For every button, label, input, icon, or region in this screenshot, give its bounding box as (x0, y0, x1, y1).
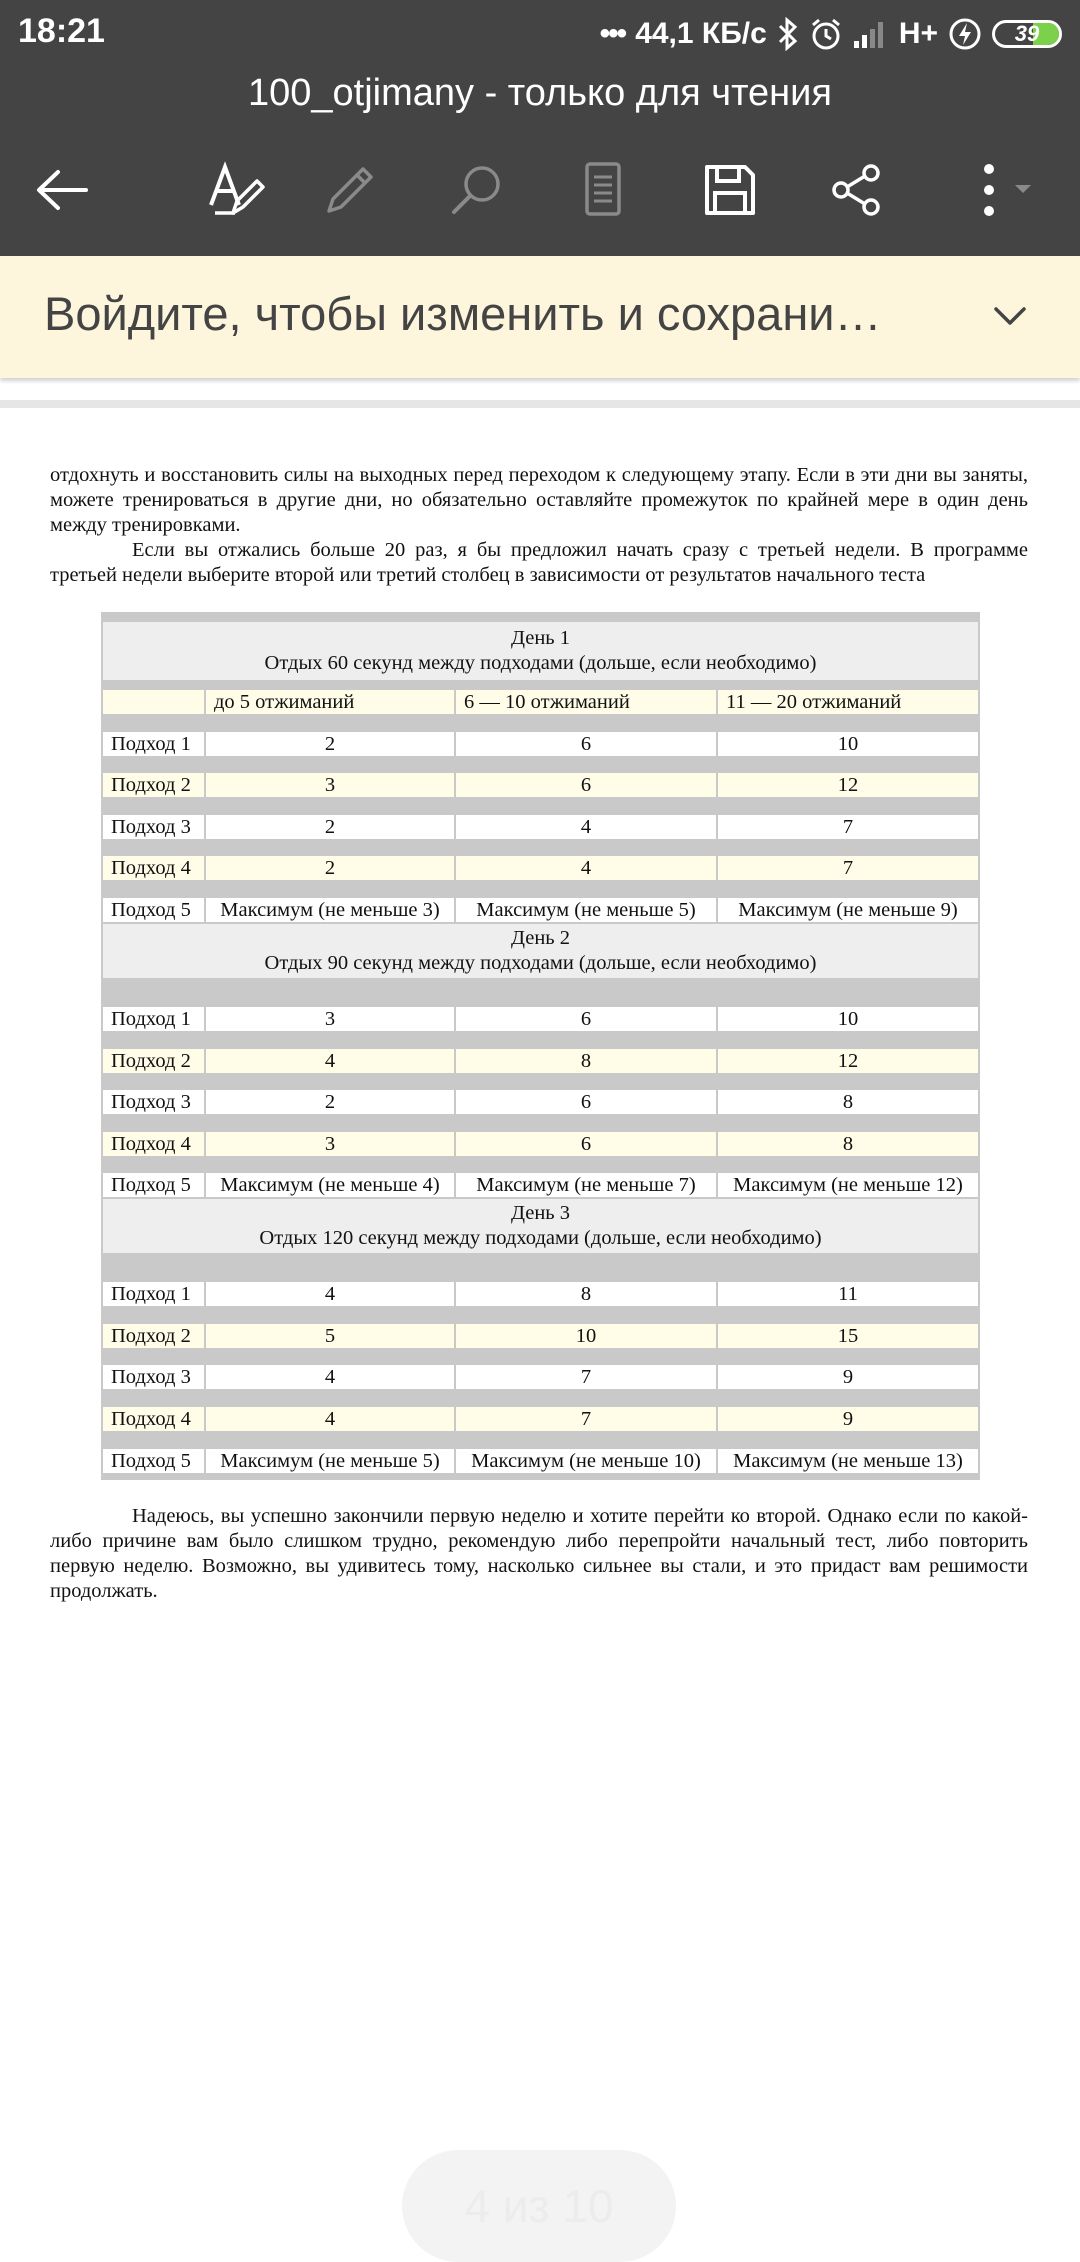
table-cell: 11 (718, 1282, 978, 1306)
table-row-label: Подход 2 (103, 1324, 204, 1348)
day-subtitle: Отдых 90 секунд между подходами (дольше, если необходимо) (264, 952, 817, 974)
table-cell: 2 (206, 1090, 454, 1114)
table-cell: 7 (456, 1365, 716, 1389)
table-cell: Максимум (не меньше 5) (206, 1449, 454, 1473)
table-row-label: Подход 4 (103, 856, 204, 880)
table-cell: 10 (718, 1007, 978, 1031)
table-cell: 12 (718, 773, 978, 797)
table-cell: 4 (206, 1282, 454, 1306)
table-cell: 5 (206, 1324, 454, 1348)
table-row-label: Подход 1 (103, 1007, 204, 1031)
table-cell: 2 (206, 856, 454, 880)
paragraph-top-1: отдохнуть и восстановить силы на выходных перед переходом к следующему этапу. Если в эти дни вы заняты, можете тренироваться в другие дни, но обязательно оставляйте промежуток по крайней мере в один день между тренировками. (50, 464, 1028, 536)
table-cell: Максимум (не меньше 10) (456, 1449, 716, 1473)
workout-schedule-table (101, 612, 980, 1480)
table-cell: 3 (206, 773, 454, 797)
table-cell: Максимум (не меньше 12) (718, 1173, 978, 1197)
table-row-label: Подход 2 (103, 773, 204, 797)
edit-text-icon (207, 161, 265, 219)
alarm-icon (809, 17, 843, 51)
day-header (103, 924, 978, 978)
day-title: День 1 (510, 627, 571, 649)
table-header-cell: 6 — 10 отжиманий (456, 690, 716, 714)
table-cell: 8 (456, 1282, 716, 1306)
table-cell: Максимум (не меньше 13) (718, 1449, 978, 1473)
share-icon (829, 163, 883, 217)
table-row-label: Подход 5 (103, 1173, 204, 1197)
table-row-label: Подход 3 (103, 1365, 204, 1389)
bluetooth-icon (777, 17, 799, 51)
sign-in-banner-text: Войдите, чтобы изменить и сохрани… (44, 287, 882, 340)
day-header (103, 622, 978, 680)
table-cell: 4 (456, 815, 716, 839)
chevron-down-icon (993, 306, 1027, 326)
save-icon (703, 163, 757, 217)
table-cell: 4 (206, 1407, 454, 1431)
table-cell: 4 (456, 856, 716, 880)
signal-icon (853, 19, 889, 49)
charging-icon (948, 17, 982, 51)
table-cell: 3 (206, 1007, 454, 1031)
page-separator (0, 400, 1080, 408)
table-row-label: Подход 2 (103, 1049, 204, 1073)
paragraph-top-2: Если вы отжались больше 20 раз, я бы предложил начать сразу с третьей недели. В программе третьей недели выберите второй или третий столбец в зависимости от результатов начального теста (50, 539, 1028, 586)
table-cell: 6 (456, 1090, 716, 1114)
table-cell: Максимум (не меньше 7) (456, 1173, 716, 1197)
table-cell: 7 (718, 815, 978, 839)
table-cell: Максимум (не меньше 9) (718, 898, 978, 922)
status-time: 18:21 (18, 12, 105, 50)
more-menu-icon (965, 163, 1035, 217)
banner-expand-button[interactable] (980, 286, 1040, 346)
search-icon (448, 162, 504, 218)
battery-indicator: 39 (992, 20, 1062, 48)
toolbar (0, 150, 1080, 230)
more-menu-button[interactable] (960, 150, 1040, 230)
edit-text-button[interactable] (196, 150, 276, 230)
table-cell: 10 (718, 732, 978, 756)
day-title: День 3 (510, 1202, 571, 1224)
table-cell: 3 (206, 1132, 454, 1156)
table-row-label: Подход 3 (103, 1090, 204, 1114)
app-bar (0, 0, 1080, 256)
sign-in-banner[interactable] (0, 256, 1080, 378)
share-button[interactable] (816, 150, 896, 230)
table-cell: 8 (456, 1049, 716, 1073)
table-header-cell: до 5 отжиманий (206, 690, 454, 714)
save-button[interactable] (690, 150, 770, 230)
table-row-label: Подход 4 (103, 1407, 204, 1431)
network-speed: 44,1 КБ/с (635, 17, 767, 50)
reading-mode-icon (583, 161, 623, 219)
table-row-label: Подход 5 (103, 1449, 204, 1473)
table-cell: Максимум (не меньше 4) (206, 1173, 454, 1197)
reading-mode-button[interactable] (563, 150, 643, 230)
network-type: H+ (898, 17, 938, 50)
table-cell: 8 (718, 1090, 978, 1114)
table-cell: 7 (718, 856, 978, 880)
table-cell: 7 (456, 1407, 716, 1431)
table-header-cell (103, 690, 204, 714)
day-title: День 2 (510, 927, 571, 949)
document-title: 100_otjimany - только для чтения (248, 72, 832, 114)
table-cell: 8 (718, 1132, 978, 1156)
table-cell: 9 (718, 1365, 978, 1389)
table-cell: 4 (206, 1365, 454, 1389)
table-cell: 6 (456, 1132, 716, 1156)
table-cell: 15 (718, 1324, 978, 1348)
document-page (0, 408, 1080, 2232)
page-indicator: 4 из 10 (402, 2150, 676, 2262)
table-cell: 10 (456, 1324, 716, 1348)
pencil-icon (323, 163, 377, 217)
table-cell: 6 (456, 732, 716, 756)
table-row-label: Подход 1 (103, 732, 204, 756)
table-row-label: Подход 3 (103, 815, 204, 839)
table-cell: 2 (206, 815, 454, 839)
back-arrow-icon (34, 168, 90, 212)
table-row-label: Подход 5 (103, 898, 204, 922)
table-header-cell: 11 — 20 отжиманий (718, 690, 978, 714)
table-cell: Максимум (не меньше 3) (206, 898, 454, 922)
table-cell: 6 (456, 773, 716, 797)
table-cell: Максимум (не меньше 5) (456, 898, 716, 922)
draw-button[interactable] (310, 150, 390, 230)
dots-icon: ••• (599, 17, 626, 50)
paragraph-bottom: Надеюсь, вы успешно закончили первую неделю и хотите перейти ко второй. Однако если по какой-либо причине вам было слишком трудно, рекомендую либо перепройти начальный тест, либо повторить первую неделю. Возможно, вы удивитесь тому, насколько сильнее вы стали, и это придаст вам решимости продолжать. (50, 1505, 1028, 1602)
table-cell: 12 (718, 1049, 978, 1073)
table-cell: 6 (456, 1007, 716, 1031)
table-cell: 9 (718, 1407, 978, 1431)
day-subtitle: Отдых 120 секунд между подходами (дольше, если необходимо) (259, 1227, 822, 1249)
status-icons (600, 10, 1062, 58)
back-button[interactable] (22, 150, 102, 230)
table-cell: 4 (206, 1049, 454, 1073)
day-header (103, 1199, 978, 1253)
table-cell: 2 (206, 732, 454, 756)
day-subtitle: Отдых 60 секунд между подходами (дольше, если необходимо) (264, 652, 817, 674)
table-row-label: Подход 1 (103, 1282, 204, 1306)
table-row-label: Подход 4 (103, 1132, 204, 1156)
search-button[interactable] (436, 150, 516, 230)
status-bar (0, 0, 1080, 68)
